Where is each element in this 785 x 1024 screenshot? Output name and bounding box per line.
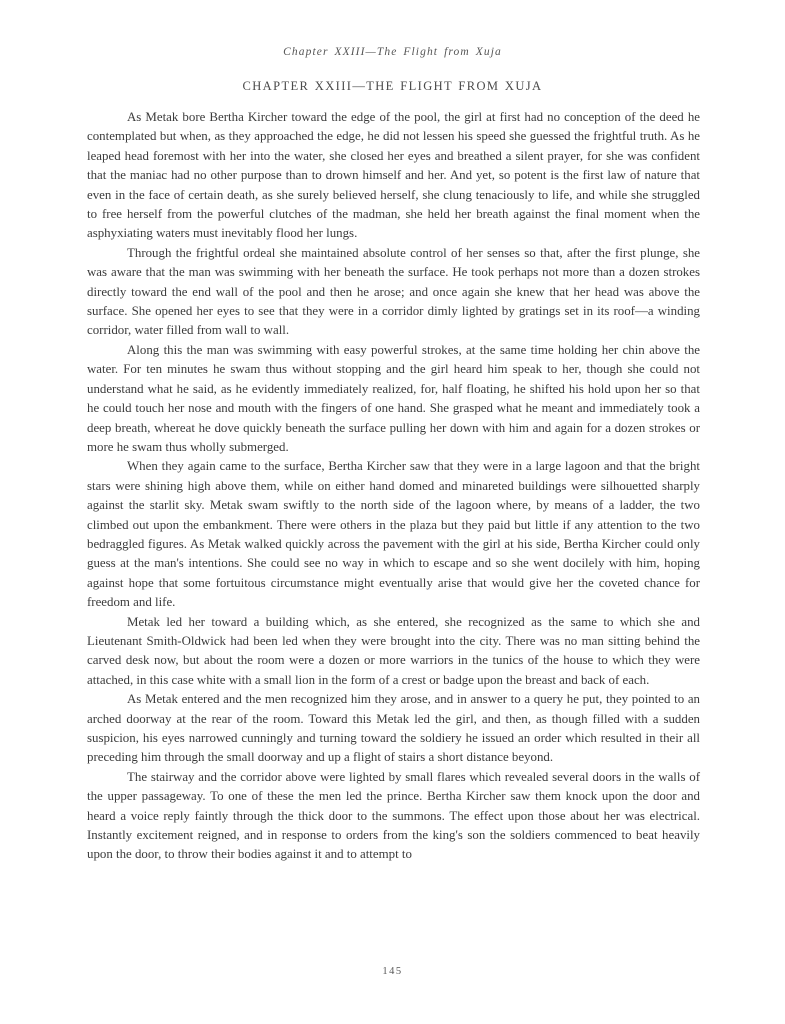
paragraph: The stairway and the corridor above were lighted by small flares which revealed several doors in the walls of the upper passageway. To one of these the men led the prince. Bertha Kircher saw them knock upon the door and heard a voice reply faintly through the thick door to the summons. The effect upon those about her was electrical. Instantly excitement reigned, and in response to orders from the king's son the soldiers commenced to beat heavily upon the door, to throw their bodies against it and to attempt to: [87, 769, 700, 862]
paragraph: Metak led her toward a building which, as she entered, she recognized as the same to which she and Lieutenant Smith-Oldwick had been led when they were brought into the city. There was no man sitting behind the carved desk now, but about the room were a dozen or more warriors in the tunics of the house to which they were attached, in this case white with a small lion in the form of a crest or badge upon the breast and back of each.: [87, 614, 700, 687]
paragraph: As Metak entered and the men recognized him they arose, and in answer to a query he put, they pointed to an arched doorway at the rear of the room. Toward this Metak led the girl, and then, as though filled with a sudden suspicion, his eyes narrowed cunningly and turning toward the soldiery he issued an order which resulted in their all preceding him through the small doorway and up a flight of stairs a short distance beyond.: [87, 692, 700, 765]
chapter-body: [87, 108, 700, 865]
paragraph: When they again came to the surface, Bertha Kircher saw that they were in a large lagoon and that the bright stars were shining high above them, while on either hand domed and minareted buildings were silhouetted sharply against the starlit sky. Metak swam swiftly to the north side of the lagoon where, by means of a ladder, the two climbed out upon the embankment. There were others in the plaza but they paid but little if any attention to the two bedraggled figures. As Metak walked quickly across the pavement with the girl at his side, Bertha Kircher could only guess at the man's intentions. She could see no way in which to escape and so she went docilely with him, hoping against hope that some fortuitous circumstance might eventually arise that would give her the coveted chance for freedom and life.: [87, 459, 700, 610]
paragraph: Along this the man was swimming with easy powerful strokes, at the same time holding her chin above the water. For ten minutes he swam thus without stopping and the girl heard him speak to her, though she could not understand what he said, as he evidently immediately realized, for, half floating, he shifted his hold upon her so that he could touch her nose and mouth with the fingers of one hand. She grasped what he meant and immediately took a deep breath, whereat he dove quickly beneath the surface pulling her down with him and again for a dozen strokes or more he swam thus wholly submerged.: [87, 342, 700, 454]
paragraph: As Metak bore Bertha Kircher toward the edge of the pool, the girl at first had no conception of the deed he contemplated but when, as they approached the edge, he did not lessen his speed she guessed the frightful truth. As he leaped head foremost with her into the water, she closed her eyes and breathed a silent prayer, for she was confident that the maniac had no other purpose than to drown himself and her. And yet, so potent is the first law of nature that even in the face of certain death, as she surely believed herself, she clung tenaciously to life, and while she struggled to free herself from the powerful clutches of the madman, she held her breath against the final moment when the asphyxiating waters must inevitably flood her lungs.: [87, 110, 700, 241]
page-number: 145: [382, 966, 403, 977]
running-header: Chapter XXIII—The Flight from Xuja: [283, 46, 502, 58]
paragraph: Through the frightful ordeal she maintained absolute control of her senses so that, after the first plunge, she was aware that the man was swimming with her beneath the surface. He took perhaps not more than a dozen strokes directly toward the end wall of the pool and then he arose; and once again she knew that her head was above the surface. She opened her eyes to see that they were in a corridor dimly lighted by gratings set in its roof—a winding corridor, water filled from wall to wall.: [87, 245, 700, 338]
chapter-heading: CHAPTER XXIII—THE FLIGHT FROM XUJA: [242, 79, 543, 93]
